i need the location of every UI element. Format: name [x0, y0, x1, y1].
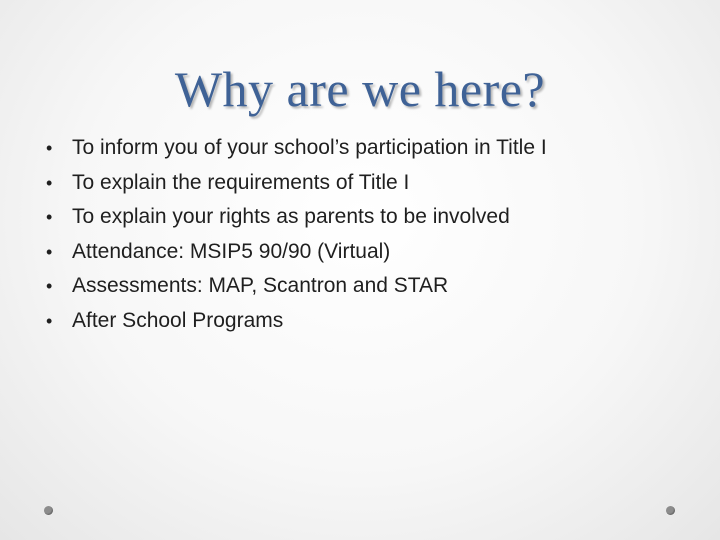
corner-dot-icon — [44, 506, 53, 515]
bullet-list — [42, 131, 702, 338]
list-item — [42, 304, 702, 339]
list-item — [42, 235, 702, 270]
list-item — [42, 269, 702, 304]
bullet-text: To explain the requirements of Title I — [72, 170, 410, 194]
bullet-text: After School Programs — [72, 308, 284, 332]
bullet-text: Attendance: MSIP5 90/90 (Virtual) — [72, 239, 391, 263]
bullet-icon: • — [46, 172, 53, 193]
bullet-icon: • — [46, 207, 53, 227]
list-item — [42, 166, 702, 201]
bullet-icon: • — [46, 241, 53, 262]
slide-title: Why are we here? — [174, 61, 546, 117]
bullet-text: Assessments: MAP, Scantron and STAR — [72, 274, 449, 297]
list-item — [42, 131, 702, 166]
corner-dot-icon — [666, 506, 675, 515]
bullet-icon: • — [46, 138, 53, 158]
bullet-icon: • — [46, 276, 53, 296]
bullet-text: To explain your rights as parents to be involved — [72, 205, 510, 228]
bullet-text: To inform you of your school’s participation in Title I — [72, 136, 547, 159]
bullet-icon: • — [46, 310, 53, 331]
list-item — [42, 200, 702, 235]
